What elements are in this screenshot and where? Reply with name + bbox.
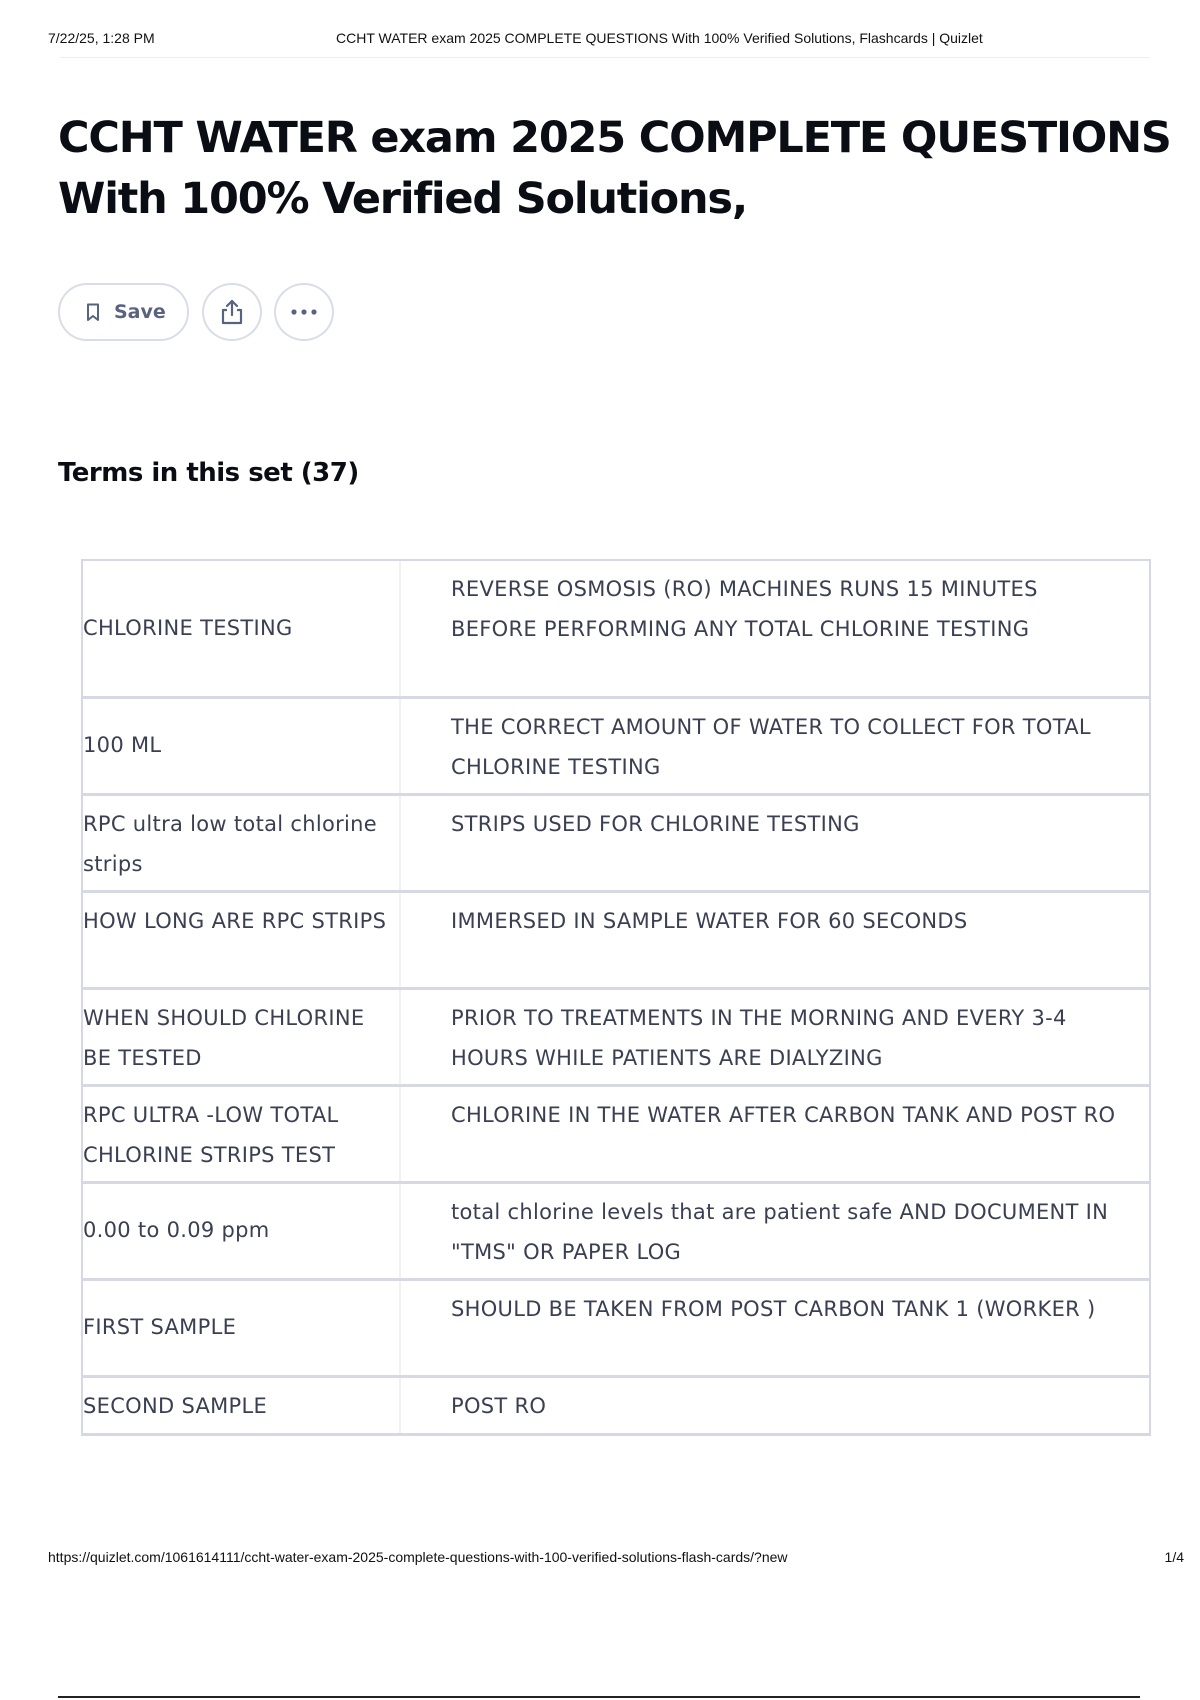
term-text: WHEN SHOULD CHLORINE BE TESTED bbox=[83, 990, 401, 1084]
footer-url: https://quizlet.com/1061614111/ccht-water-exam-2025-complete-questions-with-100-verified-solutions-flash-cards/?new bbox=[48, 1549, 788, 1565]
term-text: SECOND SAMPLE bbox=[83, 1378, 401, 1433]
term-text: FIRST SAMPLE bbox=[83, 1281, 401, 1375]
header-divider bbox=[60, 57, 1150, 58]
page-title bbox=[58, 108, 1188, 230]
term-text: RPC ULTRA -LOW TOTAL CHLORINE STRIPS TEST bbox=[83, 1087, 401, 1181]
page-title-line-2: With 100% Verified Solutions, bbox=[58, 174, 747, 224]
share-icon bbox=[219, 298, 245, 326]
bookmark-icon bbox=[86, 303, 100, 322]
print-datetime: 7/22/25, 1:28 PM bbox=[48, 30, 155, 46]
term-row bbox=[83, 1278, 1149, 1375]
more-options-button[interactable] bbox=[274, 283, 334, 341]
more-horizontal-icon bbox=[290, 308, 318, 316]
page-title-line-1: CCHT WATER exam 2025 COMPLETE QUESTIONS bbox=[58, 113, 1171, 163]
term-text: 0.00 to 0.09 ppm bbox=[83, 1184, 401, 1278]
term-row bbox=[83, 987, 1149, 1084]
print-document-title: CCHT WATER exam 2025 COMPLETE QUESTIONS With 100% Verified Solutions, Flashcards | Quizlet bbox=[336, 30, 983, 46]
definition-text: CHLORINE IN THE WATER AFTER CARBON TANK AND POST RO bbox=[451, 1103, 1116, 1127]
term-row bbox=[83, 561, 1149, 696]
bottom-divider bbox=[58, 1696, 1140, 1698]
share-button[interactable] bbox=[202, 283, 262, 341]
definition-text: IMMERSED IN SAMPLE WATER FOR 60 SECONDS bbox=[451, 909, 968, 933]
term-row bbox=[83, 890, 1149, 987]
definition-text: STRIPS USED FOR CHLORINE TESTING bbox=[451, 812, 860, 836]
term-row bbox=[83, 1084, 1149, 1181]
term-row bbox=[83, 1181, 1149, 1278]
term-text: RPC ultra low total chlorine strips bbox=[83, 796, 401, 890]
print-header bbox=[48, 30, 1152, 50]
save-button-label: Save bbox=[114, 301, 166, 323]
term-row bbox=[83, 696, 1149, 793]
term-text: 100 ML bbox=[83, 699, 401, 793]
page-number: 1/4 bbox=[1164, 1549, 1184, 1565]
definition-text: THE CORRECT AMOUNT OF WATER TO COLLECT FOR TOTAL CHLORINE TESTING bbox=[451, 715, 1091, 779]
definition-text: REVERSE OSMOSIS (RO) MACHINES RUNS 15 MINUTES BEFORE PERFORMING ANY TOTAL CHLORINE TESTING bbox=[451, 577, 1038, 641]
terms-heading: Terms in this set (37) bbox=[58, 458, 359, 488]
definition-text: total chlorine levels that are patient safe AND DOCUMENT IN "TMS" OR PAPER LOG bbox=[451, 1200, 1109, 1264]
definition-text: SHOULD BE TAKEN FROM POST CARBON TANK 1 (WORKER ) bbox=[451, 1297, 1096, 1321]
definition-text: POST RO bbox=[451, 1394, 547, 1418]
definition-text: PRIOR TO TREATMENTS IN THE MORNING AND EVERY 3-4 HOURS WHILE PATIENTS ARE DIALYZING bbox=[451, 1006, 1067, 1070]
term-table bbox=[81, 559, 1151, 1436]
term-row bbox=[83, 1375, 1149, 1433]
term-text: CHLORINE TESTING bbox=[83, 561, 401, 696]
term-row bbox=[83, 793, 1149, 890]
term-text: HOW LONG ARE RPC STRIPS bbox=[83, 893, 401, 987]
save-button[interactable] bbox=[58, 283, 189, 341]
